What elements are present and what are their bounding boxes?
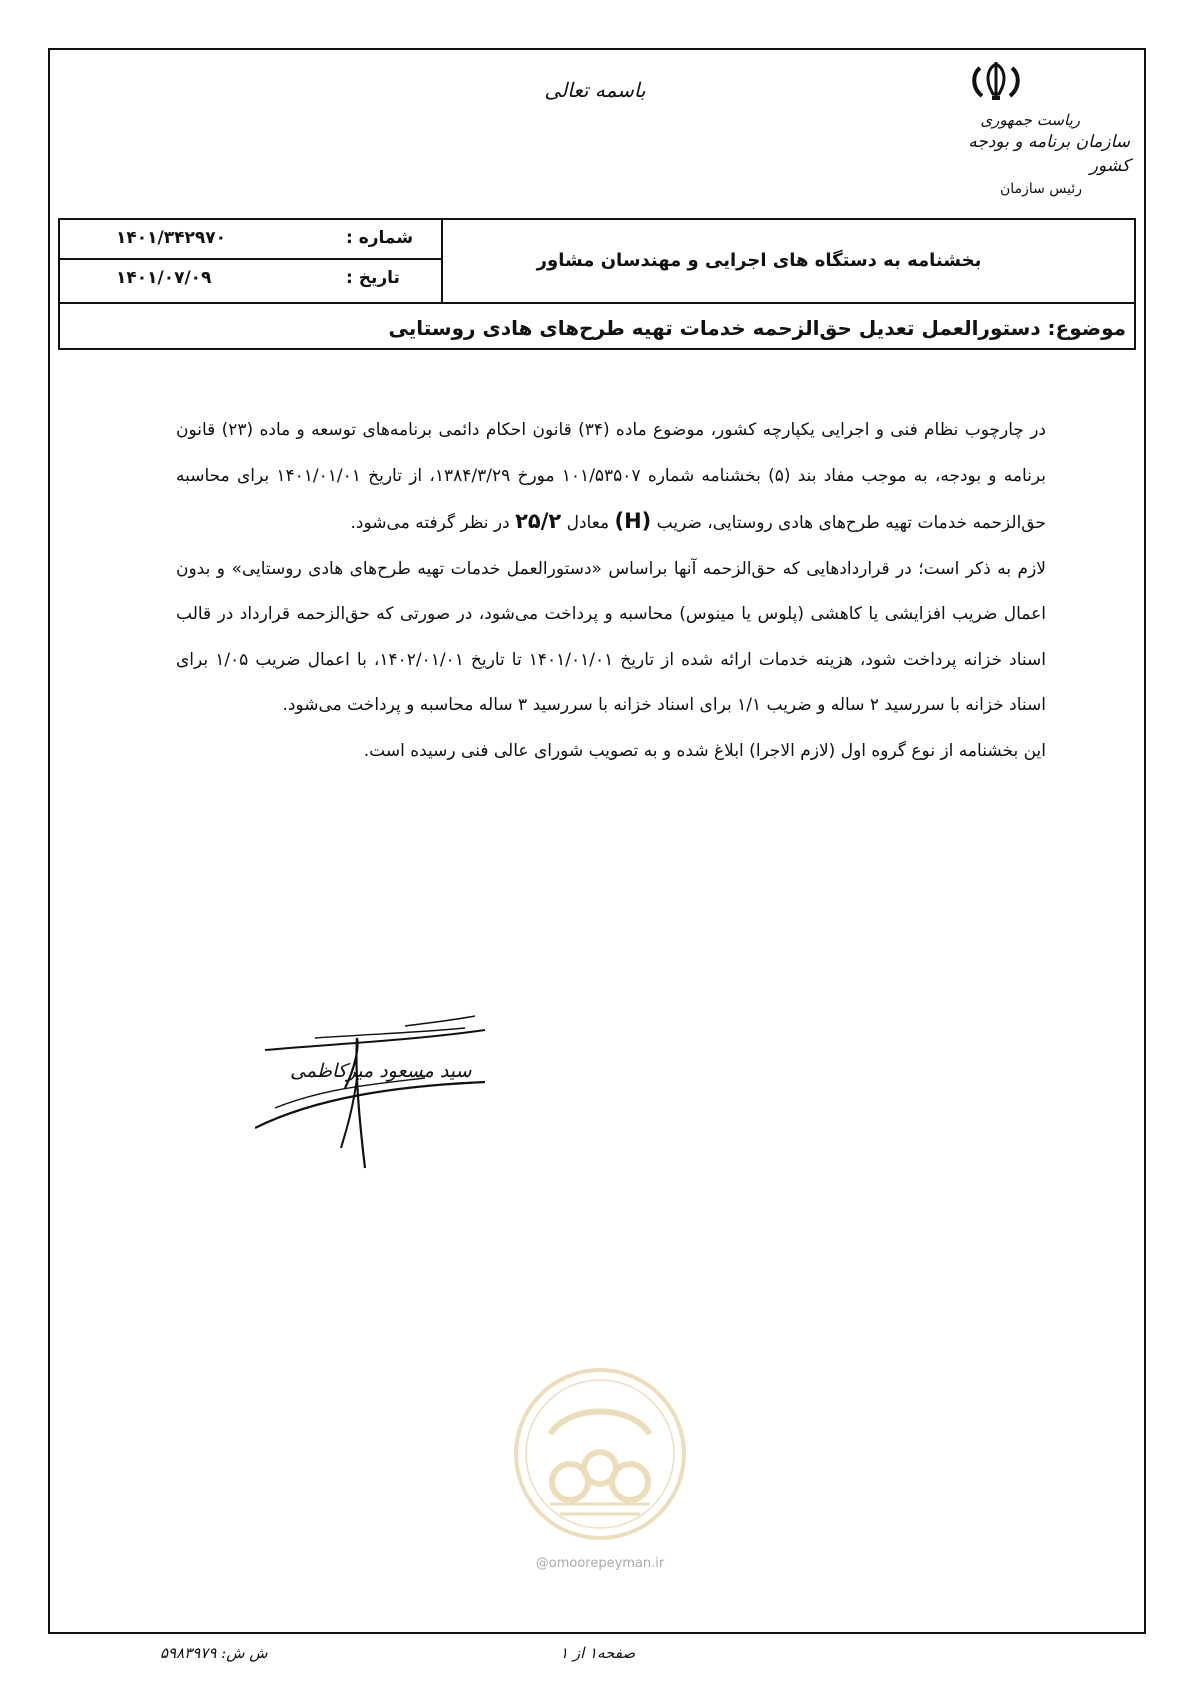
date-value: ۱۴۰۱/۰۷/۰۹ (116, 268, 212, 288)
watermark-seal-icon (510, 1364, 690, 1544)
org-line-budget-org: سازمان برنامه و بودجه کشور (968, 132, 1130, 176)
addressee: بخشنامه به دستگاه های اجرایی و مهندسان مشاور (536, 250, 982, 271)
letter-header-table (58, 218, 1136, 350)
org-line-presidency: ریاست جمهوری (980, 111, 1080, 129)
number-value: ۱۴۰۱/۳۴۲۹۷۰ (116, 228, 226, 248)
organization-block (930, 110, 1130, 200)
date-label: تاریخ : (346, 268, 400, 288)
tracking-number: ش ش: ۵۹۸۳۹۷۹ (160, 1644, 268, 1662)
letter-body (176, 408, 1046, 774)
coefficient-symbol: (H) (614, 509, 652, 533)
subject-line: موضوع: دستورالعمل تعدیل حق‌الزحمه خدمات تهیه طرح‌های هادی روستایی (388, 316, 1126, 340)
signatory-name: سید مسعود میرکاظمی (290, 1060, 472, 1082)
org-line-head: رئیس سازمان (1000, 181, 1082, 197)
page-number: صفحه۱ از ۱ (560, 1644, 636, 1662)
watermark-url: @omoorepeyman.ir (535, 1556, 665, 1571)
paragraph-3: این بخشنامه از نوع گروه اول (لازم الاجرا) ابلاغ شده و به تصویب شورای عالی فنی رسیده است. (363, 740, 1046, 761)
paragraph-2: لازم به ذکر است؛ در قراردادهایی که حق‌الزحمه آنها براساس «دستورالعمل خدمات تهیه طرح‌های هادی روستایی» و بدون اعمال ضریب افزایشی یا کاهشی (پلوس یا مینوس) محاسبه و پرداخت می‌شود، در صورتی که حق‌الزحمه قرارداد در قالب اسناد خزانه پرداخت شود، هزینه خدمات ارائه شده از تاریخ ۱۴۰۱/۰۱/۰۱ تا تاریخ ۱۴۰۲/۰۱/۰۱، با اعمال ضریب ۱/۰۵ برای اسناد خزانه با سررسید ۲ ساله و ضریب ۱/۱ برای اسناد خزانه با سررسید ۳ ساله محاسبه و پرداخت می‌شود. (176, 558, 1046, 715)
paragraph-1: در چارچوب نظام فنی و اجرایی یکپارچه کشور، موضوع ماده (۳۴) قانون احکام دائمی برنامه‌های توسعه و ماده (۲۳) قانون برنامه و بودجه، به موجب مفاد بند (۵) بخشنامه شماره ۱۰۱/۵۳۵۰۷ مورخ ۱۳۸۴/۳/۲۹، از تاریخ ۱۴۰۱/۰۱/۰۱ برای محاسبه حق‌الزحمه خدمات تهیه طرح‌های هادی روستایی، ضریب (H) معادل ۲۵/۲ در نظر گرفته می‌شود. (176, 420, 1047, 533)
bismillah-heading: باسمه تعالی (544, 78, 646, 102)
coefficient-value: ۲۵/۲ (515, 509, 562, 533)
number-label: شماره : (346, 228, 414, 248)
iran-emblem-icon (966, 60, 1026, 102)
handwritten-signature (255, 1008, 535, 1178)
